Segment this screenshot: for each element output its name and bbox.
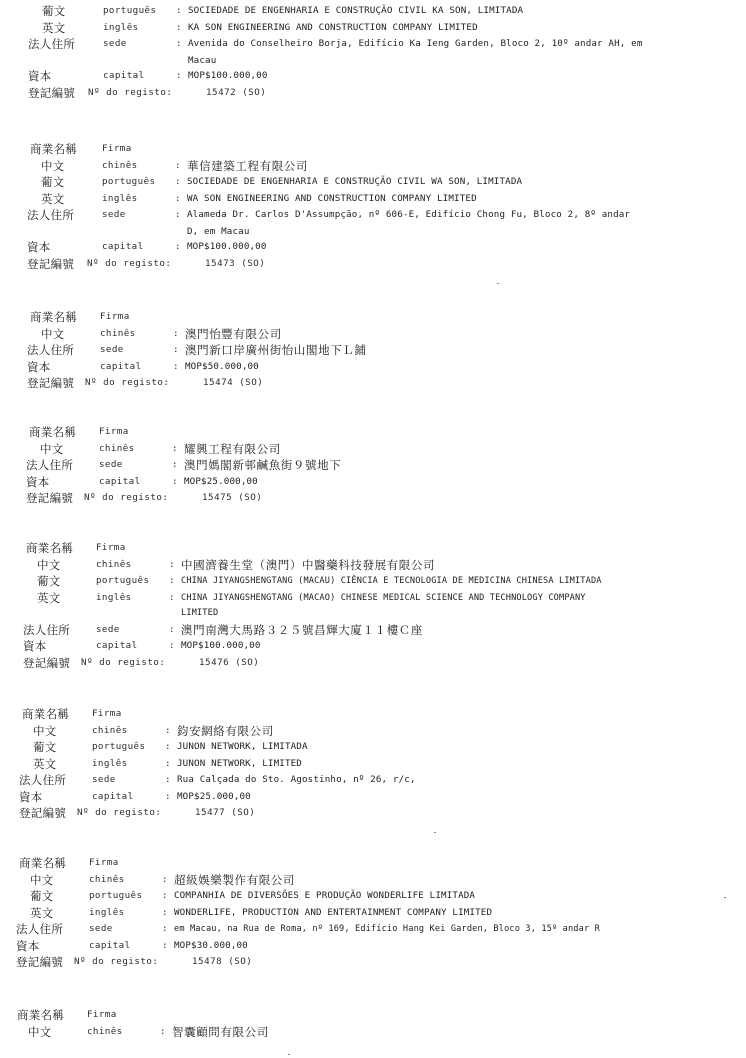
label-portuguese-pt: português <box>92 741 146 752</box>
english-name-value: WONDERLIFE, PRODUCTION AND ENTERTAINMENT COMPANY LIMITED <box>174 906 493 918</box>
portuguese-name-row <box>23 573 746 590</box>
english-name-row <box>23 590 746 607</box>
separator: : <box>173 360 179 372</box>
english-name-value: CHINA JIYANGSHENGTANG (MACAO) CHINESE MEDICAL SCIENCE AND TECHNOLOGY COMPANY <box>181 592 586 603</box>
label-portuguese-zh: 葡文 <box>37 574 61 588</box>
label-capital-zh: 資本 <box>27 240 51 254</box>
capital-row <box>27 239 746 256</box>
chinese-name-row <box>23 557 746 574</box>
seat-row <box>23 622 746 639</box>
capital-row <box>19 789 746 806</box>
label-seat-zh: 法人住所 <box>28 37 76 51</box>
registration-number: 15474 (SO) <box>203 377 264 388</box>
label-seat-pt: sede <box>100 344 124 355</box>
capital-row <box>28 68 746 85</box>
separator: : <box>172 459 178 470</box>
label-registration-zh: 登記編號 <box>27 256 75 271</box>
label-registration-zh: 登記編號 <box>19 806 67 820</box>
label-english-pt: inglês <box>96 591 132 603</box>
separator: : <box>173 327 179 339</box>
seat-row <box>16 921 746 938</box>
english-name-row <box>27 191 746 208</box>
separator: : <box>175 209 181 220</box>
chinese-name-value: 智囊顧問有限公司 <box>172 1024 269 1039</box>
label-chinese-zh: 中文 <box>41 158 65 173</box>
separator: : <box>169 640 175 651</box>
label-firm-pt: Firma <box>99 426 129 437</box>
registration-row <box>27 256 746 273</box>
separator: : <box>165 724 171 736</box>
separator: : <box>175 241 181 252</box>
label-seat-pt: sede <box>103 38 127 49</box>
label-seat-zh: 法人住所 <box>26 458 74 472</box>
label-portuguese-pt: português <box>96 575 150 586</box>
label-portuguese-pt: português <box>103 5 157 16</box>
portuguese-name-row <box>27 174 746 191</box>
portuguese-name-row <box>19 739 746 756</box>
label-registration-pt: Nº do registo: <box>88 86 173 98</box>
scan-speck <box>434 832 436 833</box>
registration-row <box>26 490 746 507</box>
label-portuguese-zh: 葡文 <box>33 740 57 754</box>
label-capital-pt: capital <box>92 790 134 802</box>
english-name-continuation: LIMITED <box>181 608 219 618</box>
english-name-continuation-row <box>23 606 746 622</box>
chinese-name-row <box>19 723 746 740</box>
capital-value: MOP$25.000,00 <box>177 790 251 802</box>
label-chinese-pt: chinês <box>96 558 132 570</box>
label-registration-pt: Nº do registo: <box>81 656 166 668</box>
firm-header-row <box>19 706 746 723</box>
label-capital-pt: capital <box>103 70 145 81</box>
label-english-pt: inglês <box>89 906 125 918</box>
registration-number: 15478 (SO) <box>192 956 253 967</box>
portuguese-name-value: SOCIEDADE DE ENGENHARIA E CONSTRUÇÃO CIVIL KA SON, LIMITADA <box>188 5 524 16</box>
label-capital-zh: 資本 <box>28 69 52 83</box>
label-firm-zh: 商業名稱 <box>29 425 77 439</box>
label-chinese-pt: chinês <box>100 327 136 339</box>
company-entry <box>28 3 746 101</box>
label-firm-zh: 商業名稱 <box>30 142 78 156</box>
separator: : <box>172 475 178 487</box>
label-capital-pt: capital <box>89 939 131 951</box>
chinese-name-value: 澳門怡豐有限公司 <box>185 326 282 341</box>
label-registration-zh: 登記編號 <box>28 85 76 100</box>
label-portuguese-zh: 葡文 <box>30 889 54 903</box>
chinese-name-row <box>27 326 746 343</box>
label-seat-zh: 法人住所 <box>27 208 75 222</box>
separator: : <box>169 558 175 570</box>
label-seat-pt: sede <box>99 459 123 470</box>
label-portuguese-zh: 葡文 <box>41 175 65 189</box>
label-english-pt: inglês <box>102 192 138 204</box>
scan-speck <box>497 283 499 284</box>
separator: : <box>165 741 171 752</box>
chinese-name-value: 華信建築工程有限公司 <box>187 158 308 173</box>
seat-continuation-row <box>27 224 746 240</box>
separator: : <box>162 906 168 918</box>
label-capital-zh: 資本 <box>19 789 43 804</box>
registration-row <box>28 85 746 102</box>
label-capital-pt: capital <box>99 475 141 487</box>
label-chinese-pt: chinês <box>99 442 135 454</box>
label-seat-pt: sede <box>102 209 126 220</box>
portuguese-name-value: SOCIEDADE DE ENGENHARIA E CONSTRUÇÃO CIVIL WA SON, LIMITADA <box>187 176 523 187</box>
label-chinese-pt: chinês <box>87 1025 123 1037</box>
company-entry <box>27 141 746 272</box>
firm-header-row <box>16 855 746 872</box>
label-english-zh: 英文 <box>42 20 66 35</box>
seat-value: 澳門媽閣新邨鹹魚街９號地下 <box>184 458 342 472</box>
label-chinese-pt: chinês <box>102 159 138 171</box>
registration-number: 15477 (SO) <box>195 807 256 818</box>
chinese-name-row <box>27 158 746 175</box>
label-seat-zh: 法人住所 <box>23 622 71 637</box>
separator: : <box>176 70 182 81</box>
label-registration-zh: 登記編號 <box>23 655 71 670</box>
seat-row <box>19 772 746 789</box>
portuguese-name-value: JUNON NETWORK, LIMITADA <box>177 741 308 752</box>
chinese-name-value: 中國濟養生堂（澳門）中醫藥科技發展有限公司 <box>181 557 436 572</box>
label-firm-pt: Firma <box>92 708 122 719</box>
label-firm-zh: 商業名稱 <box>22 707 70 721</box>
label-chinese-zh: 中文 <box>40 441 64 456</box>
seat-row <box>27 342 746 359</box>
registration-row <box>19 805 746 822</box>
registration-row <box>27 375 746 392</box>
label-registration-pt: Nº do registo: <box>84 492 169 503</box>
label-firm-pt: Firma <box>96 542 126 553</box>
chinese-name-value: 超級娛樂製作有限公司 <box>174 872 295 887</box>
registration-number: 15472 (SO) <box>206 86 267 98</box>
label-english-zh: 英文 <box>30 905 54 920</box>
label-chinese-pt: chinês <box>92 724 128 736</box>
chinese-name-row <box>14 1024 744 1041</box>
english-name-row <box>16 905 746 922</box>
company-entry <box>27 309 746 392</box>
label-seat-zh: 法人住所 <box>19 773 67 787</box>
chinese-name-value: 耀興工程有限公司 <box>184 441 281 456</box>
seat-value: 澳門新口岸廣州街怡山閣地下Ｌ鋪 <box>185 343 367 357</box>
separator: : <box>160 1025 166 1037</box>
separator: : <box>176 38 182 49</box>
label-firm-zh: 商業名稱 <box>26 541 74 555</box>
firm-header-row <box>27 309 746 326</box>
label-capital-zh: 資本 <box>23 639 47 653</box>
capital-row <box>27 359 746 376</box>
label-chinese-zh: 中文 <box>37 557 61 572</box>
separator: : <box>162 939 168 951</box>
separator: : <box>162 923 168 934</box>
label-english-pt: inglês <box>92 757 128 769</box>
label-registration-pt: Nº do registo: <box>87 257 172 269</box>
separator: : <box>173 344 179 355</box>
label-capital-zh: 資本 <box>16 938 40 953</box>
label-seat-pt: sede <box>92 774 116 785</box>
seat-value: 澳門南灣大馬路３２５號昌輝大廈１１樓Ｃ座 <box>181 622 423 637</box>
label-seat-zh: 法人住所 <box>16 922 64 936</box>
label-portuguese-pt: português <box>102 176 156 187</box>
firm-header-row <box>23 540 746 557</box>
separator: : <box>169 623 175 635</box>
label-firm-pt: Firma <box>102 143 132 154</box>
label-firm-pt: Firma <box>100 311 130 322</box>
label-capital-pt: capital <box>102 241 144 252</box>
label-registration-pt: Nº do registo: <box>85 377 170 388</box>
separator: : <box>175 159 181 171</box>
label-capital-zh: 資本 <box>26 474 50 489</box>
firm-header-row <box>26 424 746 441</box>
label-english-zh: 英文 <box>37 590 61 605</box>
seat-value: Avenida do Conselheiro Borja, Edifício Ka Ieng Garden, Bloco 2, 10º andar AH, em <box>188 38 643 49</box>
chinese-name-value: 鈞安網絡有限公司 <box>177 723 274 738</box>
label-registration-zh: 登記編號 <box>26 491 74 505</box>
separator: : <box>172 442 178 454</box>
english-name-value: KA SON ENGINEERING AND CONSTRUCTION COMPANY LIMITED <box>188 21 478 33</box>
capital-value: MOP$100.000,00 <box>181 640 261 651</box>
firm-header-row <box>27 141 746 158</box>
separator: : <box>162 890 168 901</box>
portuguese-name-row <box>28 3 746 20</box>
company-entry <box>23 540 746 671</box>
company-entry <box>14 1007 744 1040</box>
capital-row <box>26 474 746 491</box>
label-seat-pt: sede <box>96 623 120 635</box>
separator: : <box>162 873 168 885</box>
capital-value: MOP$30.000,00 <box>174 939 248 951</box>
seat-value: Rua Calçada do Sto. Agostinho, nº 26, r/c, <box>177 774 416 785</box>
label-portuguese-pt: português <box>89 890 143 901</box>
separator: : <box>165 757 171 769</box>
english-name-value: WA SON ENGINEERING AND CONSTRUCTION COMPANY LIMITED <box>187 192 477 204</box>
separator: : <box>169 591 175 603</box>
seat-value-continuation: Macau <box>188 54 217 66</box>
seat-value: Alameda Dr. Carlos D'Assumpção, nº 606-E, Edifício Chong Fu, Bloco 2, 8º andar <box>187 209 631 220</box>
separator: : <box>176 5 182 16</box>
registration-row <box>23 655 746 672</box>
chinese-name-row <box>26 441 746 458</box>
portuguese-name-value: CHINA JIYANGSHENGTANG (MACAU) CIÊNCIA E TECNOLOGIA DE MEDICINA CHINESA LIMITADA <box>181 576 602 586</box>
label-seat-pt: sede <box>89 923 113 934</box>
firm-header-row <box>14 1007 744 1024</box>
capital-value: MOP$100.000,00 <box>188 70 268 81</box>
portuguese-name-value: COMPANHIA DE DIVERSÕES E PRODUÇÃO WONDERLIFE LIMITADA <box>174 890 476 901</box>
label-registration-pt: Nº do registo: <box>77 807 162 818</box>
label-firm-pt: Firma <box>89 857 119 868</box>
separator: : <box>175 176 181 187</box>
company-entry <box>19 706 746 822</box>
separator: : <box>175 192 181 204</box>
company-entry <box>16 855 746 971</box>
capital-value: MOP$25.000,00 <box>184 475 258 487</box>
label-firm-pt: Firma <box>87 1009 117 1020</box>
registration-number: 15475 (SO) <box>202 492 263 503</box>
label-chinese-zh: 中文 <box>41 326 65 341</box>
label-registration-pt: Nº do registo: <box>74 956 159 967</box>
label-firm-zh: 商業名稱 <box>30 310 78 324</box>
separator: : <box>165 774 171 785</box>
seat-continuation-row <box>28 53 746 69</box>
registration-row <box>16 954 746 971</box>
label-capital-pt: capital <box>100 360 142 372</box>
label-capital-pt: capital <box>96 640 138 651</box>
label-firm-zh: 商業名稱 <box>17 1008 65 1022</box>
label-registration-zh: 登記編號 <box>16 955 64 969</box>
label-seat-zh: 法人住所 <box>27 343 75 357</box>
chinese-name-row <box>16 872 746 889</box>
separator: : <box>165 790 171 802</box>
separator: : <box>169 575 175 586</box>
registration-number: 15473 (SO) <box>205 257 266 269</box>
portuguese-name-row <box>16 888 746 905</box>
company-entry <box>26 424 746 507</box>
scan-speck <box>288 1054 290 1055</box>
capital-row <box>16 938 746 955</box>
capital-value: MOP$50.000,00 <box>185 360 259 372</box>
scan-speck <box>724 897 726 898</box>
seat-row <box>28 36 746 53</box>
capital-row <box>23 638 746 655</box>
english-name-row <box>19 756 746 773</box>
capital-value: MOP$100.000,00 <box>187 241 267 252</box>
label-english-zh: 英文 <box>33 756 57 771</box>
label-registration-zh: 登記編號 <box>27 376 75 390</box>
label-portuguese-zh: 葡文 <box>42 4 66 18</box>
label-capital-zh: 資本 <box>27 359 51 374</box>
label-english-pt: inglês <box>103 21 139 33</box>
seat-value-continuation: D, em Macau <box>187 225 250 237</box>
label-english-zh: 英文 <box>41 191 65 206</box>
seat-value: em Macau, na Rua de Roma, nº 169, Edifício Hang Kei Garden, Bloco 3, 15º andar R <box>174 924 600 934</box>
label-chinese-zh: 中文 <box>30 872 54 887</box>
label-chinese-zh: 中文 <box>33 723 57 738</box>
english-name-row <box>28 20 746 37</box>
label-chinese-pt: chinês <box>89 873 125 885</box>
registration-number: 15476 (SO) <box>199 656 260 668</box>
label-chinese-zh: 中文 <box>28 1024 52 1039</box>
label-firm-zh: 商業名稱 <box>19 856 67 870</box>
english-name-value: JUNON NETWORK, LIMITED <box>177 757 302 769</box>
seat-row <box>27 207 746 224</box>
seat-row <box>26 457 746 474</box>
separator: : <box>176 21 182 33</box>
